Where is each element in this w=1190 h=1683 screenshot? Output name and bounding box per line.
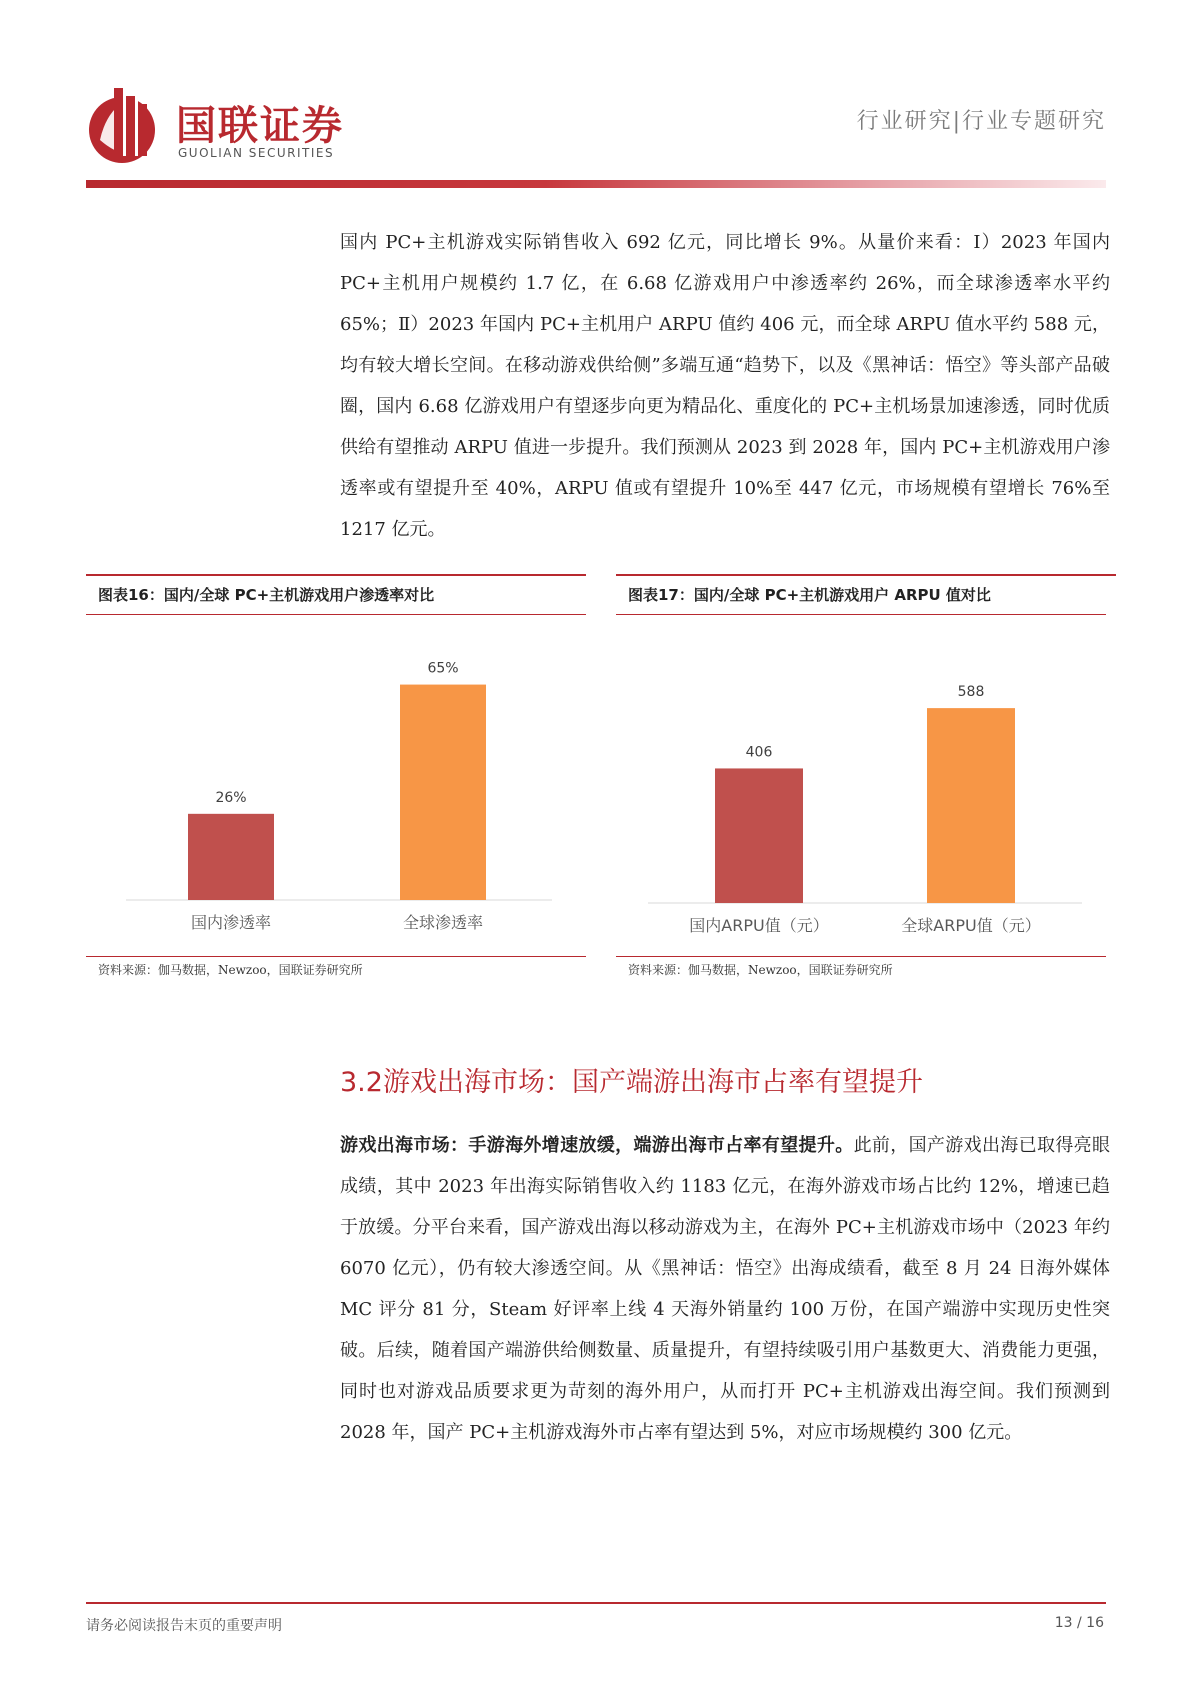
logo-text: 国联证券 <box>176 103 344 149</box>
bar-2 <box>400 685 486 900</box>
paragraph-body: 此前，国产游戏出海已取得亮眼成绩，其中 2023 年出海实际销售收入约 1183 亿元，在海外游戏市场占比约 12%，增速已趋于放缓。分平台来看，国产游戏出海以移动游戏为主，在海外 PC+主机游戏市场中（2023 年约 6070 亿元），仍有较大渗透空间。从《黑神话：悟空》出海成绩看，截至 8 月 24 日海外媒体 MC 评分 81 分，Steam 好评率上线 4 天海外销量约 100 万份，在国产端游中实现历史性突破。后续，随着国产端游供给侧数量、质量提升，有望持续吸引用户基数更大、消费能力更强，同时也对游戏品质要求更为苛刻的海外用户，从而打开 PC+主机游戏出海空间。我们预测到 2028 年，国产 PC+主机游戏海外市占率有望达到 5%，对应市场规模约 300 亿元。 <box>340 1135 1111 1443</box>
chart-penetration-rate <box>86 616 586 946</box>
page-number: 13 / 16 <box>1054 1615 1104 1631</box>
body-paragraph-1: 国内 PC+主机游戏实际销售收入 692 亿元，同比增长 9%。从量价来看：Ⅰ）2023 年国内 PC+主机用户规模约 1.7 亿，在 6.68 亿游戏用户中渗透率约 26%，而全球渗透率水平约 65%；Ⅱ）2023 年国内 PC+主机用户 ARPU 值约 406 元，而全球 ARPU 值水平约 588 元，均有较大增长空间。在移动游戏供给侧”多端互通“趋势下，以及《黑神话：悟空》等头部产品破圈，国内 6.68 亿游戏用户有望逐步向更为精品化、重度化的 PC+主机场景加速渗透，同时优质供给有望推动 ARPU 值进一步提升。我们预测从 2023 到 2028 年，国内 PC+主机游戏用户渗透率或有望提升至 40%，ARPU 值或有望提升 10%至 447 亿元，市场规模有望增长 76%至 1217 亿元。 <box>340 232 1110 540</box>
header-divider <box>86 180 1106 188</box>
figure-16-top-rule <box>86 574 586 576</box>
figure-17-title: 图表17：国内/全球 PC+主机游戏用户 ARPU 值对比 <box>628 586 991 604</box>
data-label-1: 406 <box>745 744 773 761</box>
figure-16-source: 资料来源：伽马数据，Newzoo，国联证券研究所 <box>98 963 363 977</box>
bar-1 <box>188 814 274 900</box>
figure-17-title-rule <box>616 614 1106 615</box>
figure-16-bottom-rule <box>86 956 586 957</box>
category-label-1: 国内渗透率 <box>190 913 272 932</box>
figure-17-top-rule <box>616 574 1116 576</box>
logo-subtext: GUOLIAN SECURITIES <box>178 146 335 160</box>
section-title: 3.2游戏出海市场：国产端游出海市占率有望提升 <box>340 1067 923 1098</box>
data-label-1: 26% <box>215 789 247 806</box>
header-category: 行业研究|行业专题研究 <box>856 109 1106 134</box>
bar-2 <box>927 708 1015 903</box>
paragraph-lead: 游戏出海市场：手游海外增速放缓，端游出海市占率有望提升。 <box>340 1135 854 1156</box>
figure-17-source: 资料来源：伽马数据，Newzoo，国联证券研究所 <box>628 963 893 977</box>
chart-arpu-value <box>616 616 1106 946</box>
category-label-1: 国内ARPU值（元） <box>689 916 829 935</box>
figure-16-title: 图表16：国内/全球 PC+主机游戏用户渗透率对比 <box>98 586 435 604</box>
footer-divider <box>86 1602 1106 1604</box>
category-label-2: 全球渗透率 <box>402 913 484 932</box>
footer-disclaimer: 请务必阅读报告末页的重要声明 <box>86 1618 282 1634</box>
data-label-2: 65% <box>427 660 459 677</box>
data-label-2: 588 <box>957 684 985 701</box>
bar-1 <box>715 768 803 903</box>
body-paragraph-2 <box>340 1125 1110 1453</box>
logo-mark <box>86 82 166 172</box>
figure-17-bottom-rule <box>616 956 1106 957</box>
category-label-2: 全球ARPU值（元） <box>901 916 1041 935</box>
figure-16-title-rule <box>86 614 586 615</box>
